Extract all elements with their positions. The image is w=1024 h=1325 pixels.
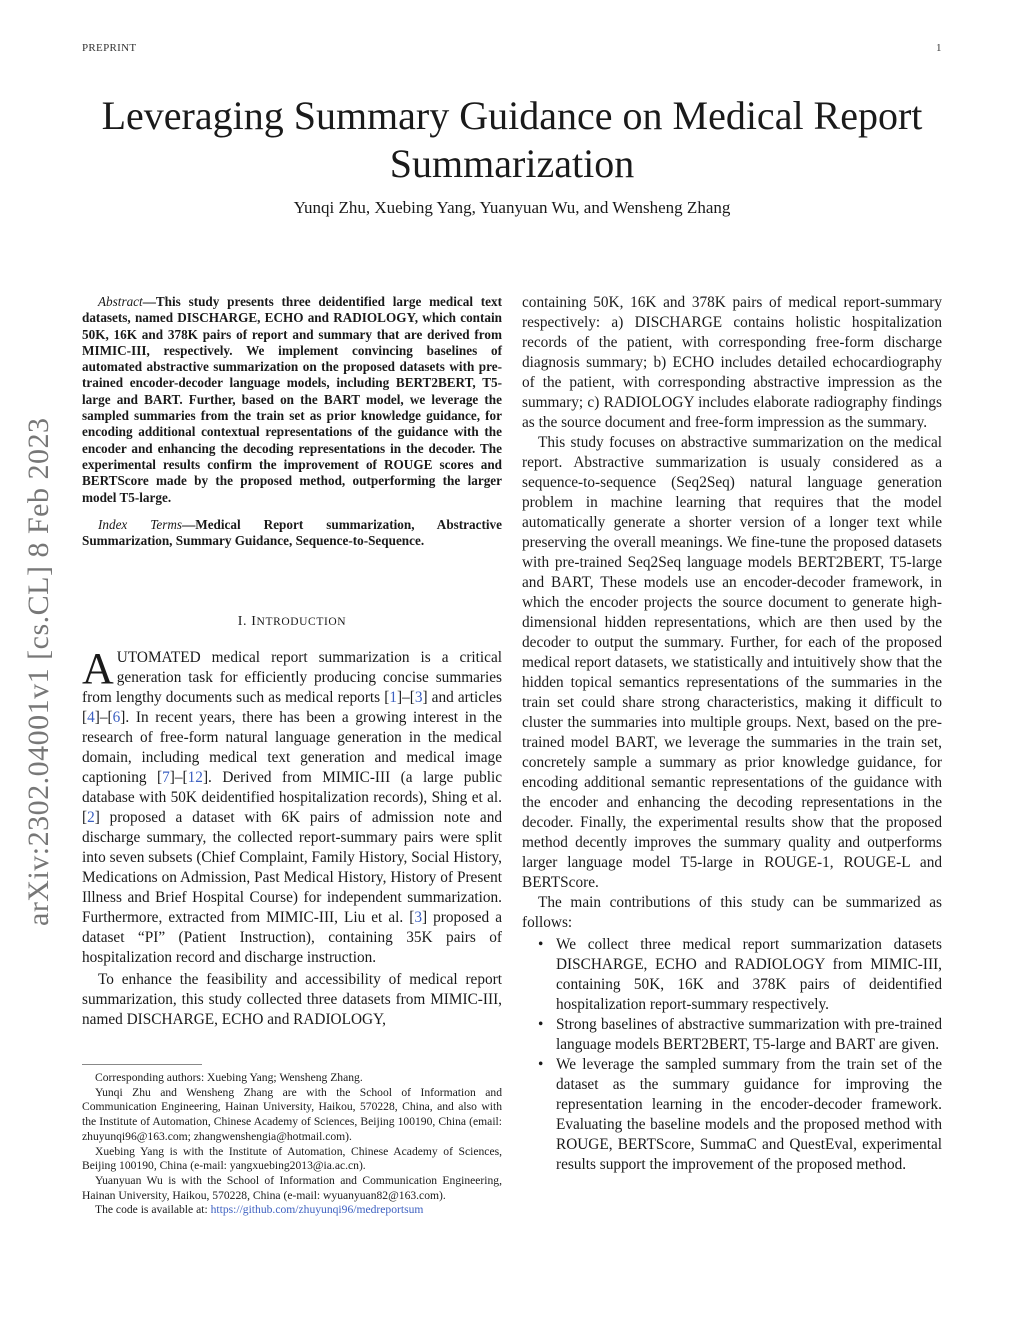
footnotes xyxy=(82,1071,502,1218)
right-column xyxy=(522,293,942,1175)
footnote-affiliation-3: Yuanyuan Wu is with the School of Information and Communication Engineering, Hainan University, Haikou, 570228, China (e-mail: wyuanyuan82@163.com). xyxy=(82,1173,502,1202)
bullet-icon: • xyxy=(538,936,544,953)
citation-link[interactable]: 12 xyxy=(187,769,203,786)
code-repository-link[interactable]: https://github.com/zhuyunqi96/medreportsum xyxy=(210,1203,424,1217)
index-terms xyxy=(82,517,502,550)
list-item: • Strong baselines of abstractive summarization with pre-trained language models BERT2BERT, T5-large and BART are given. xyxy=(538,1016,942,1053)
footnote-rule xyxy=(82,1064,202,1065)
citation-link[interactable]: 2 xyxy=(87,809,95,826)
intro-paragraph-2: To enhance the feasibility and accessibility of medical report summarization, this study collected three datasets from MIMIC-III, named DISCHARGE, ECHO and RADIOLOGY, xyxy=(82,971,502,1028)
author-list: Yunqi Zhu, Xuebing Yang, Yuanyuan Wu, and Wensheng Zhang xyxy=(293,198,731,217)
right-paragraph-1: containing 50K, 16K and 378K pairs of medical report-summary respectively: a) DISCHARGE contains holistic hospitalization records of the patient, with corresponding free-form discharge diagnosis summary; b) ECHO includes detailed echocardiography of the patient, with corresponding abstractive impression as the summary; c) RADIOLOGY includes elaborate radiography findings as the source document and free-form impression as the summary. xyxy=(522,294,942,431)
page-number: 1 xyxy=(936,42,942,54)
footnote-affiliation-1: Yunqi Zhu and Wensheng Zhang are with the School of Information and Communication Engineering, Hainan University, Haikou, 570228, China, and also with the Institute of Automation, Chinese Academy of Sciences, Beijing 100190, China (email: zhuyunqi96@163.com; zhangwenshengia@hotmail.com). xyxy=(82,1085,502,1143)
citation-link[interactable]: 7 xyxy=(162,769,170,786)
section-heading-introduction: I. INTRODUCTION xyxy=(237,614,347,629)
introduction-column xyxy=(82,644,503,1030)
arxiv-identifier: arXiv:2302.04001v1 [cs.CL] 8 Feb 2023 xyxy=(22,417,55,926)
footnote-corresponding: Corresponding authors: Xuebing Yang; Wensheng Zhang. xyxy=(95,1071,363,1084)
intro-paragraph-1: AUTOMATED medical report summarization is a critical generation task for efficiently producing concise summaries from lengthy documents such as medical reports [1]–[3] and articles [4]–[6]. In recent years, there has been a growing interest in the research of free-form natural language generation in the medical domain, including medical text generation and medical image captioning [7]–[12]. Derived from MIMIC-III (a large public database with 50K deidentified hospitalization records), Shing et al. [2] proposed a dataset with 6K pairs of admission note and discharge summary, the collected report-summary pairs were split into seven subsets (Chief Complaint, Family History, Social History, Medications on Admission, Past Medical History, History of Present Illness and Brief Hospital Course) for independent summarization. Furthermore, extracted from MIMIC-III, Liu et al. [3] proposed a dataset “PI” (Patient Instruction), containing 35K pairs of hospitalization record and discharge instruction. xyxy=(82,644,503,966)
right-paragraph-2: This study focuses on abstractive summarization on the medical report. Abstractive summarization is usualy considered as a sequence-to-sequence (Seq2Seq) natural language generation problem in machine learning that requires that the model automatically generate a shorter version of a longer text while preserving the overall meanings. We fine-tune the proposed datasets with pre-trained Seq2Seq language models BERT2BERT, T5-large and BART, These models use an encoder-decoder framework, in which the encoder projects the source document to generate high-dimensional hidden representations, which are then used by the decoder to output the summary. Further, for each of the proposed medical report datasets, we statistically and intuitively show that the hidden topical semantics representations of the summaries in the train set could share strong characteristics, making it difficult to cluster the summaries into multiple groups. Next, based on the pre-trained model BART, we leverage the summaries in the train set, concretely sample a summary as prior knowledge guidance, for encoding additional semantic representations of the guidance with the encoder and enhancing the decoding representations in the decoder. Finally, the experimental results show that the proposed method decently improves the summary quality and outperforms larger language model T5-large in ROUGE-1, ROUGE-L and BERTScore. xyxy=(522,434,942,891)
citation-link[interactable]: 1 xyxy=(389,689,397,706)
index-terms-text: —Medical Report summarization, Abstractive Summarization, Summary Guidance, Sequence-to-Sequence. xyxy=(82,516,502,549)
abstract-paragraph xyxy=(82,294,502,506)
citation-link[interactable]: 6 xyxy=(112,709,121,726)
citation-link[interactable]: 3 xyxy=(414,689,423,706)
contribution-list xyxy=(522,935,942,1175)
footnote-affiliation-2: Xuebing Yang is with the Institute of Automation, Chinese Academy of Sciences, Beijing 100190, China (e-mail: yangxuebing2013@ia.ac.cn). xyxy=(82,1144,502,1173)
bullet-icon: • xyxy=(538,1056,544,1073)
footnote-code: The code is available at: https://github.com/zhuyunqi96/medreportsum xyxy=(95,1203,424,1217)
abstract xyxy=(82,294,502,549)
drop-cap: A xyxy=(82,644,114,693)
list-item: • We leverage the sampled summary from the train set of the dataset as the summary guidance for improving the representation learning in the encoder-decoder framework. Evaluating the baseline models and the proposed method with ROUGE, BERTScore, SummaC and QuestEval, experimental results support the improvement of the proposed method. xyxy=(538,1056,942,1173)
right-paragraph-3: The main contributions of this study can be summarized as follows: xyxy=(522,894,942,931)
abstract-text: —This study presents three deidentified large medical text datasets, named DISCHARGE, ECHO and RADIOLOGY, which contain 50K, 16K and 378K pairs of report and summary that are derived from MIMIC-III, respectively. We implement convincing baselines of automated abstractive summarization on the proposed datasets with pre-trained encoder-decoder language models, including BERT2BERT, T5-large and BART. Further, based on the BART model, we leverage the sampled summaries from the train set as prior knowledge guidance, for encoding additional contextual representations of the guidance with the encoder and enhancing the decoding representations in the decoder. The experimental results confirm the improvement of ROUGE scores and BERTScore made by the proposed method, outperforming the larger model T5-large. xyxy=(82,294,502,505)
paper-title: Leveraging Summary Guidance on Medical Report Summarization xyxy=(101,93,923,186)
running-header: PREPRINT xyxy=(82,42,137,54)
list-item: • We collect three medical report summarization datasets DISCHARGE, ECHO and RADIOLOGY from MIMIC-III, containing 50K, 16K and 378K pairs of deidentified hospitalization report-summary respectively. xyxy=(538,936,942,1013)
bullet-icon: • xyxy=(538,1016,544,1033)
citation-link[interactable]: 3 xyxy=(414,909,422,926)
abstract-label: Abstract xyxy=(98,294,143,309)
index-terms-label: Index Terms xyxy=(98,516,183,532)
citation-link[interactable]: 4 xyxy=(87,709,95,726)
